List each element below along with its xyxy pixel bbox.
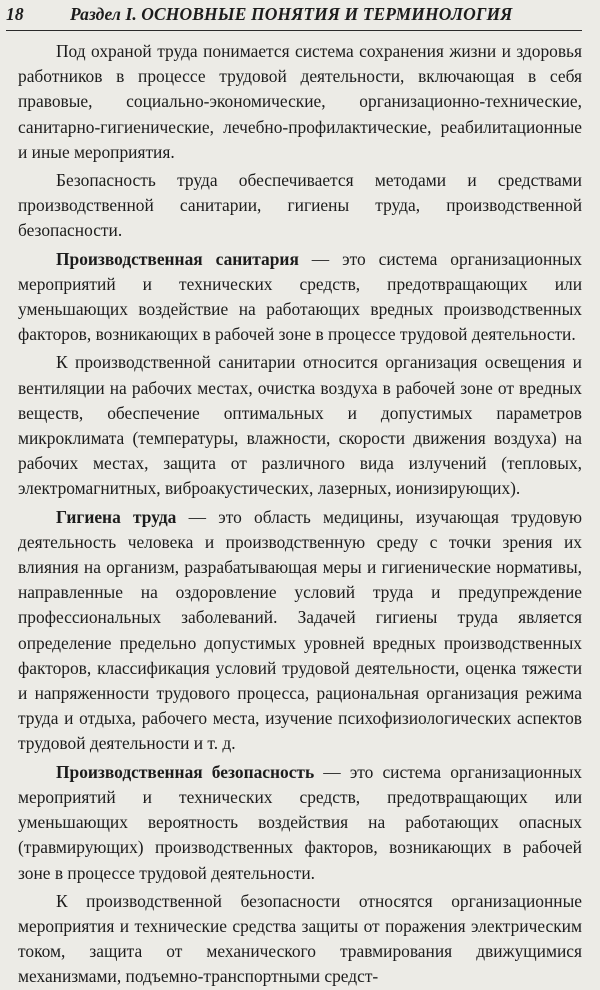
paragraph-text: Безопасность труда обеспечивается методами и средствами производственной санитарии, гигиены труда, производственной безопасности. <box>18 170 582 241</box>
paragraph-text: — это область медицины, изучающая трудовую деятельность человека и производственную среду с точки зрения их влияния на организм, разрабатывающая меры и гигиенические нормативы, направленные на оздоровление условий труда и предупреждение профессиональных заболеваний. Задачей гигиены труда является определение предельно допустимых уровней вредных производственных факторов, классификация условий трудовой деятельности, оценка тяжести и напряженности трудового процесса, рациональная организация режима труда и отдыха, рабочего места, изучение психофизиологических аспектов трудовой деятельности и т. д. <box>18 506 582 754</box>
term-industrial-safety: Производственная безопасность <box>56 761 315 782</box>
term-occupational-hygiene: Гигиена труда <box>56 506 177 527</box>
paragraph-labor-safety <box>18 168 582 244</box>
paragraph-industrial-sanitation <box>18 247 582 348</box>
paragraph-text: — это система организационных мероприятий и технических средств, предотвращающих или уменьшающих вероятность воздействия на работающих опасных (травмирующих) производственных факторов, возникающих в рабочей зоне в процессе трудовой деятельности. <box>18 761 582 883</box>
term-industrial-sanitation: Производственная санитария <box>56 248 299 269</box>
paragraph-sanitation-scope <box>18 350 582 501</box>
running-head <box>6 0 582 31</box>
paragraph-text: К производственной безопасности относятся организационные мероприятия и технические средства защиты от поражения электрическим током, защита от механического травмирования движущимися механизмами, подъемно-транспортными средст- <box>18 890 582 987</box>
page-number: 18 <box>6 4 24 24</box>
section-title: Раздел I. ОСНОВНЫЕ ПОНЯТИЯ И ТЕРМИНОЛОГИЯ <box>70 4 513 24</box>
paragraph-text: Под охраной труда понимается система сохранения жизни и здоровья работников в процессе трудовой деятельности, включающая в себя правовые, социально-экономические, организационно-технические, санитарно-гигиенические, лечебно-профилактические, реабилитационные и иные мероприятия. <box>18 41 582 162</box>
paragraph-text: К производственной санитарии относится организация освещения и вентиляции на рабочих местах, очистка воздуха в рабочей зоне от вредных веществ, обеспечение оптимальных и допустимых параметров микроклимата (температуры, влажности, скорости движения воздуха) на рабочих местах, защита от различного вида излучений (тепловых, электромагнитных, виброакустических, лазерных, ионизирующих). <box>18 352 582 499</box>
paragraph-industrial-safety <box>18 760 582 886</box>
paragraph-labor-protection <box>18 39 582 165</box>
paragraph-text: — это система организационных мероприятий и технических средств, предотвращающих или уменьшающих воздействие на работающих вредных производственных факторов, возникающих в рабочей зоне в процессе трудовой деятельности. <box>18 248 582 345</box>
paragraph-safety-scope <box>18 889 582 990</box>
body-text <box>6 39 582 990</box>
paragraph-occupational-hygiene <box>18 505 582 757</box>
